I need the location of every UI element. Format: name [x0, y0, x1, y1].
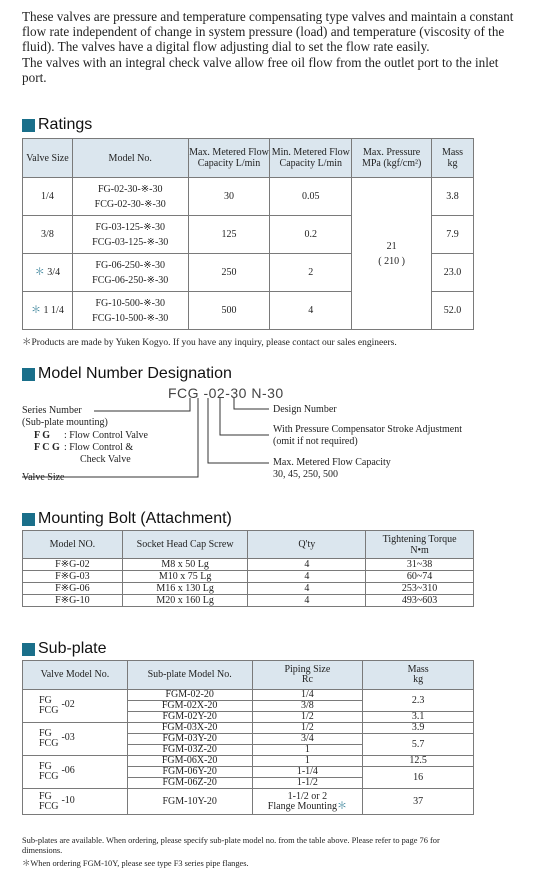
section-square-icon [22, 513, 35, 526]
cell-model [72, 254, 188, 292]
header-mass [432, 139, 474, 178]
cell-piping: 3/8 [252, 701, 363, 712]
header-mass-line2: kg [413, 674, 424, 685]
cell-model: F※G-03 [23, 571, 123, 583]
cell-mass: 12.5 [363, 756, 474, 767]
cell-screw: M16 x 130 Lg [122, 583, 248, 595]
intro-paragraph: The valves with an integral check valve allow free oil flow from the outlet port to the inlet port. [22, 54, 499, 85]
label-design-number: Design Number [273, 404, 337, 415]
cell-torque: 60~74 [366, 571, 474, 583]
sub-plate-title: Sub-plate [38, 640, 107, 657]
cell-mass: 52.0 [432, 292, 474, 330]
cell-torque: 31~38 [366, 559, 474, 571]
cell-piping: 1/2 [252, 723, 363, 734]
header-torque-line1: Tightening Torque [382, 533, 457, 545]
table-row [23, 178, 474, 216]
header-valve-model: Valve Model No. [23, 661, 128, 690]
label-series-number: Series Number [22, 405, 82, 416]
valve-fg: FG [39, 790, 52, 802]
table-row [23, 595, 474, 607]
cell-sub-plate: FGM-02X-20 [127, 701, 252, 712]
cell-piping [252, 789, 363, 815]
header-piping-line1: Piping Size [284, 664, 331, 675]
cell-size [23, 178, 73, 216]
sub-plate-heading [22, 640, 107, 658]
cell-max-flow: 30 [188, 178, 270, 216]
model-designation-title: Model Number Designation [38, 365, 232, 382]
piping-line2: Flange Mounting [267, 800, 337, 812]
cell-qty: 4 [248, 559, 366, 571]
star-mark: ＊ [31, 305, 42, 316]
cell-piping: 1-1/4 [252, 767, 363, 778]
header-torque [366, 531, 474, 559]
size-value: 1 1/4 [43, 305, 64, 316]
cell-mass: 3.9 [363, 723, 474, 734]
mounting-bolt-table [22, 530, 474, 607]
cell-mass: 23.0 [432, 254, 474, 292]
header-torque-line2: N•m [410, 544, 429, 556]
table-row [23, 756, 474, 767]
header-model: Model NO. [23, 531, 123, 559]
cell-mass: 5.7 [363, 734, 474, 756]
header-max-pressure-line1: Max. Pressure [363, 147, 421, 158]
code-flow: -30 [225, 385, 247, 401]
label-flow-values: 30, 45, 250, 500 [273, 469, 338, 480]
cell-torque: 253~310 [366, 583, 474, 595]
cell-sub-plate: FGM-03X-20 [127, 723, 252, 734]
cell-max-pressure [352, 178, 432, 330]
cell-piping: 1 [252, 756, 363, 767]
header-min-flow: Min. Metered Flow Capacity L/min [270, 139, 352, 178]
header-max-pressure-line2: MPa (kgf/cm²) [361, 158, 422, 169]
cell-sub-plate: FGM-03Z-20 [127, 745, 252, 756]
cell-screw: M10 x 75 Lg [122, 571, 248, 583]
code-design: -30 [261, 385, 284, 401]
cell-mass: 3.8 [432, 178, 474, 216]
table-row [23, 583, 474, 595]
label-fcg-code: F C G [34, 442, 60, 453]
label-compensator-note: (omit if not required) [273, 436, 358, 447]
cell-qty: 4 [248, 595, 366, 607]
cell-piping: 1 [252, 745, 363, 756]
valve-size: -10 [61, 794, 75, 806]
model-fcg: FCG-10-500-※-30 [92, 312, 169, 324]
ratings-heading [22, 116, 92, 134]
cell-sub-plate: FGM-02-20 [127, 690, 252, 701]
valve-fg: FG [39, 695, 52, 706]
header-piping-line2: Rc [301, 674, 313, 685]
cell-model [72, 292, 188, 330]
label-compensator: With Pressure Compensator Stroke Adjustment [273, 424, 463, 435]
cell-valve-model [23, 690, 128, 723]
section-square-icon [22, 119, 35, 132]
table-row [23, 571, 474, 583]
label-fcg-desc: : Flow Control & [64, 442, 134, 453]
cell-mass: 37 [363, 789, 474, 815]
valve-size: -06 [61, 765, 75, 776]
cell-torque: 493~603 [366, 595, 474, 607]
model-fcg: FCG-02-30-※-30 [94, 198, 166, 210]
ratings-title: Ratings [38, 116, 93, 133]
model-designation-diagram [22, 385, 522, 495]
cell-model: F※G-06 [23, 583, 123, 595]
label-fg-code: F G [34, 430, 51, 441]
cell-size [23, 216, 73, 254]
cell-size [23, 254, 73, 292]
model-fg: FG-06-250-※-30 [95, 259, 165, 271]
size-value: 3/8 [41, 229, 54, 240]
table-header-row [23, 531, 474, 559]
cell-mass: 7.9 [432, 216, 474, 254]
star-mark: ＊ [336, 800, 347, 812]
mounting-bolt-title: Mounting Bolt (Attachment) [38, 510, 232, 527]
header-screw: Socket Head Cap Screw [122, 531, 248, 559]
cell-piping: 1/4 [252, 690, 363, 701]
model-designation-heading [22, 365, 232, 383]
cell-mass: 3.1 [363, 712, 474, 723]
cell-min-flow: 0.2 [270, 216, 352, 254]
header-mass-line1: Mass [441, 147, 464, 158]
valve-fcg: FCG [39, 800, 59, 812]
cell-mass: 16 [363, 767, 474, 789]
header-mass [363, 661, 474, 690]
code-fcg: FCG [168, 385, 200, 401]
model-fg: FG-02-30-※-30 [97, 183, 163, 195]
cell-min-flow: 4 [270, 292, 352, 330]
ratings-note: ＊Products are made by Yuken Kogyo. If you have any inquiry, please contact our sales engineers. [22, 338, 397, 348]
header-sub-plate-model: Sub-plate Model No. [127, 661, 252, 690]
valve-size: -03 [61, 732, 75, 743]
cell-mass: 2.3 [363, 690, 474, 712]
cell-valve-model [23, 789, 128, 815]
size-value: 3/4 [47, 267, 61, 278]
table-row [23, 723, 474, 734]
label-valve-size: Valve Size [22, 472, 65, 483]
table-row [23, 690, 474, 701]
cell-sub-plate: FGM-02Y-20 [127, 712, 252, 723]
cell-sub-plate: FGM-06X-20 [127, 756, 252, 767]
valve-fcg: FCG [39, 738, 59, 749]
intro-paragraph: These valves are pressure and temperature compensating type valves and maintain a constant flow rate independent of change in system pressure (load) and temperature (viscosity of the fluid). The valves have a digital flow adjusting dial to set the flow rate easily. [22, 9, 514, 55]
label-fg-desc: : Flow Control Valve [64, 430, 148, 441]
header-mass-line1: Mass [407, 664, 429, 675]
cell-model [72, 178, 188, 216]
pressure-mpa: 21 [386, 240, 397, 252]
valve-fcg: FCG [39, 705, 59, 716]
cell-screw: M20 x 160 Lg [122, 595, 248, 607]
cell-model: F※G-02 [23, 559, 123, 571]
section-square-icon [22, 368, 35, 381]
cell-piping: 1-1/2 [252, 778, 363, 789]
label-fcg-desc2: Check Valve [80, 454, 131, 465]
label-max-flow-capacity: Max. Metered Flow Capacity [273, 457, 391, 468]
sub-plate-flange-note: ＊When ordering FGM-10Y, please see type F3 series pipe flanges. [22, 859, 249, 868]
intro-text [22, 9, 522, 85]
table-row [23, 559, 474, 571]
cell-sub-plate: FGM-06Y-20 [127, 767, 252, 778]
table-header-row [23, 139, 474, 178]
cell-screw: M8 x 50 Lg [122, 559, 248, 571]
label-sub-plate-mounting: (Sub-plate mounting) [22, 417, 108, 428]
sub-plate-table [22, 660, 474, 815]
star-mark: ＊ [34, 267, 45, 278]
header-model: Model No. [72, 139, 188, 178]
table-header-row [23, 661, 474, 690]
cell-model: F※G-10 [23, 595, 123, 607]
table-row [23, 789, 474, 815]
valve-fcg: FCG [39, 771, 59, 782]
header-piping-size [252, 661, 363, 690]
valve-fg: FG [39, 761, 52, 772]
cell-qty: 4 [248, 571, 366, 583]
cell-min-flow: 0.05 [270, 178, 352, 216]
header-mass-line2: kg [447, 158, 458, 169]
code-n: N [251, 385, 262, 401]
header-max-flow: Max. Metered Flow Capacity L/min [188, 139, 270, 178]
model-fg: FG-03-125-※-30 [95, 221, 165, 233]
cell-piping: 1/2 [252, 712, 363, 723]
mounting-bolt-heading [22, 510, 232, 528]
model-fg: FG-10-500-※-30 [95, 297, 165, 309]
cell-valve-model [23, 756, 128, 789]
model-fcg: FCG-03-125-※-30 [92, 236, 169, 248]
cell-piping: 3/4 [252, 734, 363, 745]
valve-size: -02 [61, 699, 75, 710]
header-qty: Q'ty [248, 531, 366, 559]
cell-valve-model [23, 723, 128, 756]
cell-sub-plate: FGM-03Y-20 [127, 734, 252, 745]
model-fcg: FCG-06-250-※-30 [92, 274, 169, 286]
cell-sub-plate: FGM-10Y-20 [127, 789, 252, 815]
valve-fg: FG [39, 728, 52, 739]
ratings-table [22, 138, 474, 330]
cell-max-flow: 500 [188, 292, 270, 330]
cell-model [72, 216, 188, 254]
cell-min-flow: 2 [270, 254, 352, 292]
section-square-icon [22, 643, 35, 656]
header-valve-size: Valve Size [23, 139, 73, 178]
cell-max-flow: 125 [188, 216, 270, 254]
cell-sub-plate: FGM-06Z-20 [127, 778, 252, 789]
pressure-kgf: ( 210 ) [378, 255, 405, 267]
piping-line1: 1-1/2 or 2 [287, 790, 328, 802]
size-value: 1/4 [41, 191, 54, 202]
designation-code [168, 385, 284, 401]
header-max-pressure [352, 139, 432, 178]
cell-size [23, 292, 73, 330]
cell-max-flow: 250 [188, 254, 270, 292]
code-size: -02 [203, 385, 226, 401]
cell-qty: 4 [248, 583, 366, 595]
sub-plate-note: Sub-plates are available. When ordering, please specify sub-plate model no. from the table above. Please refer to page 76 for dimensions. [22, 836, 440, 855]
